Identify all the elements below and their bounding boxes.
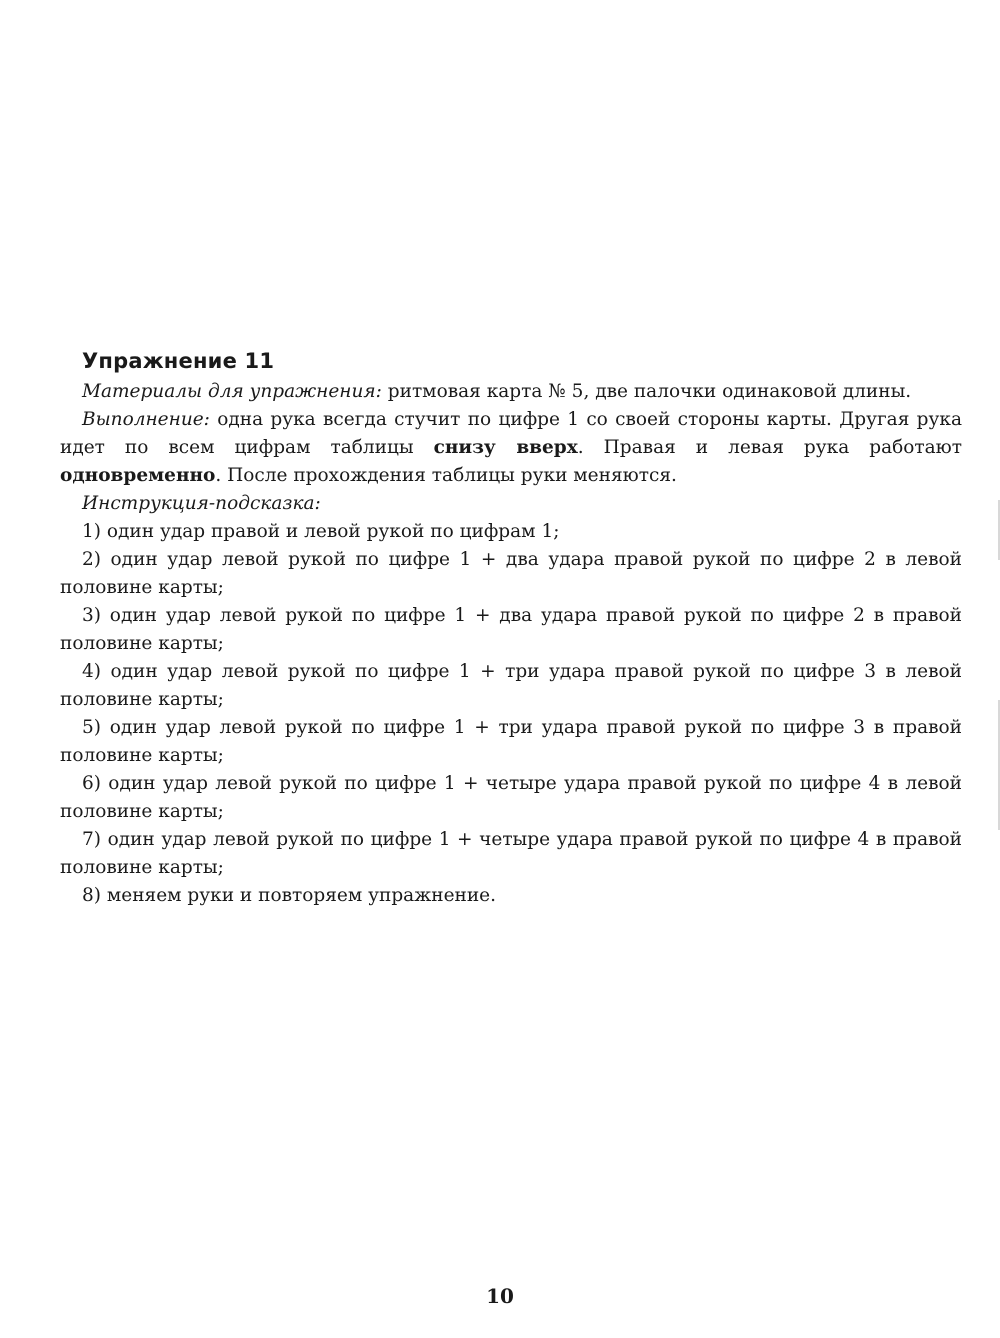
execution-text-3: . После прохождения таблицы руки меняются. — [215, 465, 677, 486]
execution-bold-2: одновременно — [60, 465, 216, 486]
materials-text: ритмовая карта № 5, две палочки одинаковой длины. — [381, 381, 912, 402]
step-item: 5) один удар левой рукой по цифре 1 + три удара правой рукой по цифре 3 в правой половине карты; — [60, 717, 962, 766]
exercise-body — [60, 378, 962, 910]
step-item: 1) один удар правой и левой рукой по цифрам 1; — [82, 521, 560, 542]
execution-paragraph — [60, 406, 962, 490]
materials-paragraph — [60, 378, 962, 406]
step-item: 6) один удар левой рукой по цифре 1 + четыре удара правой рукой по цифре 4 в левой половине карты; — [60, 773, 962, 822]
step-item: 4) один удар левой рукой по цифре 1 + три удара правой рукой по цифре 3 в левой половине карты; — [60, 661, 962, 710]
step-item: 2) один удар левой рукой по цифре 1 + два удара правой рукой по цифре 2 в левой половине карты; — [60, 549, 962, 598]
instruction-label: Инструкция-подсказка: — [82, 493, 321, 514]
page-number: 10 — [486, 1284, 514, 1308]
step-item: 3) один удар левой рукой по цифре 1 + два удара правой рукой по цифре 2 в правой половине карты; — [60, 605, 962, 654]
materials-label: Материалы для упражнения: — [82, 381, 382, 402]
step-item: 7) один удар левой рукой по цифре 1 + четыре удара правой рукой по цифре 4 в правой половине карты; — [60, 829, 962, 878]
exercise-title: Упражнение 11 — [82, 349, 275, 373]
step-item: 8) меняем руки и повторяем упражнение. — [82, 885, 497, 906]
execution-bold-1: снизу вверх — [433, 437, 578, 458]
execution-label: Выполнение: — [82, 409, 210, 430]
execution-text-1: одна рука всегда стучит по цифре 1 со своей стороны карты. Другая рука идет по всем цифрам таблицы — [60, 409, 962, 458]
execution-text-2: . Правая и левая рука работают — [577, 437, 963, 458]
